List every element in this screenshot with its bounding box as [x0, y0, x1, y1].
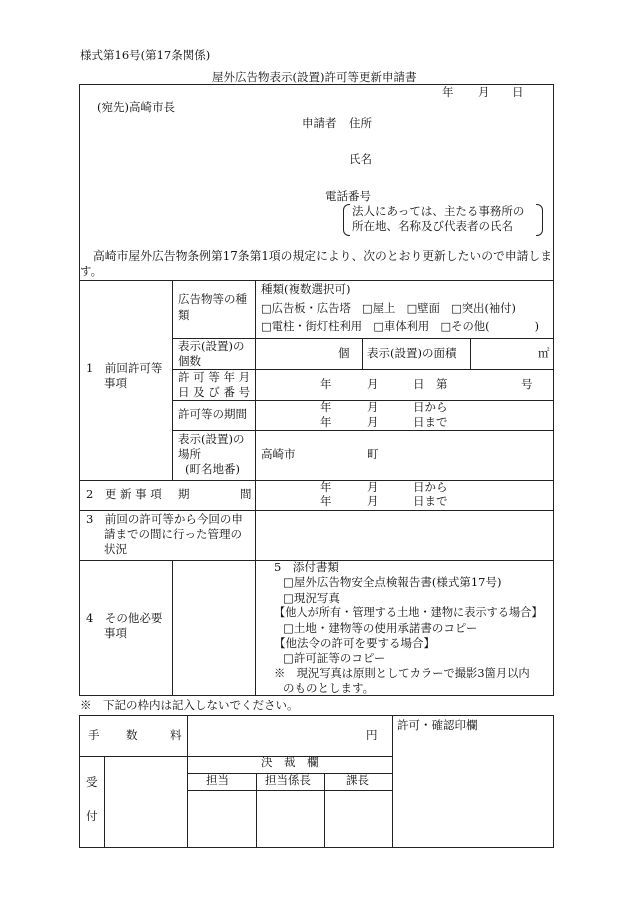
col-line-1: [172, 280, 173, 480]
col-line-2: [255, 280, 256, 560]
renew-from-month: 月: [367, 480, 379, 494]
place-label-line1: 表示(設置)の: [178, 432, 245, 446]
ad-type-label-line2: 類: [178, 308, 190, 322]
place-label-line3: (町名地番): [185, 462, 240, 476]
receipt-label-2: 付: [86, 809, 98, 823]
right-paren-bracket: [536, 204, 543, 236]
statement-line1: 高崎市屋外広告物条例第17条第1項の規定により、次のとおり更新したいので申請しま: [93, 249, 553, 263]
ad-type-options-line1[interactable]: □広告板・広告塔 □屋上 □壁面 □突出(袖付): [261, 302, 516, 315]
permit-date-label-line2: 日 及 び 番 号: [178, 385, 251, 399]
office-frame: [79, 715, 554, 848]
renew-to-month: 月: [367, 494, 379, 508]
date-month: 月: [478, 85, 490, 99]
permit-month: 月: [367, 377, 379, 391]
decision-col-divider-2: [324, 773, 325, 848]
ad-type-label-line1: 広告物等の種: [178, 292, 247, 306]
date-day: 日: [512, 85, 524, 99]
office-approval-divider: [392, 715, 393, 848]
permit-day: 日: [413, 377, 425, 391]
count-label-line2: 個数: [178, 354, 201, 368]
section2-label: 2 更 新 事 項: [86, 487, 162, 501]
section4-label-line2: 事項: [104, 626, 127, 640]
office-fee-divider: [187, 715, 188, 848]
attachment-permit-copy[interactable]: □許可証等のコピー: [283, 651, 386, 665]
section3-line3: 状況: [104, 542, 127, 556]
photo-note-line1: ※ 現況写真は原則としてカラーで撮影3箇月以内: [274, 667, 530, 680]
corp-note-line1: 法人にあっては、主たる事務所の: [352, 204, 525, 218]
period-to-year: 年: [320, 415, 332, 429]
section3-line2: 請までの間に行った管理の: [104, 527, 242, 541]
form-title: 屋外広告物表示(設置)許可等更新申請書: [212, 70, 417, 84]
renew-to-year: 年: [320, 494, 332, 508]
row-line-section2-end: [79, 510, 554, 511]
permit-year: 年: [320, 377, 332, 391]
ad-type-options-line2[interactable]: □電柱・街灯柱利用 □車体利用 □その他( ): [261, 320, 540, 333]
place-town: 町: [367, 447, 379, 461]
renew-from-year: 年: [320, 480, 332, 494]
section1-label-line2: 事項: [104, 376, 127, 390]
office-fee-bottom-line: [79, 756, 392, 757]
renew-to-text: 日まで: [413, 494, 448, 508]
decision-col-staff: 担当: [206, 773, 229, 787]
permit-date-label-line1: 許 可 等 年 月: [178, 370, 251, 384]
count-area-divider: [362, 338, 363, 369]
office-use-notice: ※ 下記の枠内は記入しないでください。: [80, 698, 299, 712]
attachment-safety-report[interactable]: □屋外広告物安全点検報告書(様式第17号): [283, 575, 502, 589]
fee-label-1: 手: [88, 728, 100, 742]
corp-note-line2: 所在地、名称及び代表者の氏名: [352, 219, 513, 233]
period-from-year: 年: [320, 400, 332, 414]
area-label: 表示(設置)の面積: [367, 346, 457, 360]
case-other-laws: 【他法令の許可を要する場合】: [274, 636, 435, 650]
applicant-phone-label: 電話番号: [325, 189, 371, 203]
receipt-label-1: 受: [86, 775, 98, 789]
section4-col-line-2: [255, 560, 256, 696]
section1-label-line1: 1 前回許可等: [86, 361, 163, 375]
table-top-line: [79, 280, 554, 281]
count-label-line1: 表示(設置)の: [178, 339, 245, 353]
fee-label-3: 料: [170, 728, 182, 742]
statement-line2: す。: [80, 264, 103, 278]
section4-label-line1: 4 その他必要: [86, 611, 163, 625]
section4-col-line-1: [172, 560, 173, 696]
row-line-permit: [172, 400, 554, 401]
section2-period-label-1: 期: [178, 487, 190, 501]
period-to-text: 日まで: [413, 415, 448, 429]
section3-line1: 3 前回の許可等から今回の申: [86, 512, 243, 526]
period-label: 許可等の期間: [178, 407, 247, 421]
count-unit: 個: [338, 346, 350, 360]
area-unit: ㎡: [538, 346, 550, 360]
ad-type-header: 種類(複数選択可): [261, 282, 351, 296]
applicant-address-label: 住所: [349, 116, 372, 130]
section2-period-label-2: 間: [240, 487, 252, 501]
decision-label: 決 裁 欄: [261, 755, 319, 769]
renew-from-text: 日から: [413, 480, 448, 494]
applicant-label: 申請者: [302, 116, 337, 130]
attachments-heading: 5 添付書類: [274, 560, 339, 574]
attachment-consent-copy[interactable]: □土地・建物等の使用承諾書のコピー: [283, 621, 478, 635]
form-number: 様式第16号(第17条関係): [80, 48, 211, 62]
office-receipt-divider: [104, 756, 105, 848]
period-from-month: 月: [367, 400, 379, 414]
fee-label-2: 数: [126, 728, 138, 742]
permit-number-prefix: 第: [436, 377, 448, 391]
permit-number-suffix: 号: [521, 377, 533, 391]
decision-cols-line: [187, 790, 392, 791]
approval-stamp-label: 許可・確認印欄: [397, 718, 478, 732]
date-year: 年: [442, 85, 454, 99]
period-to-month: 月: [367, 415, 379, 429]
attachment-photo[interactable]: □現況写真: [283, 591, 340, 605]
addressee: (宛先)高崎市長: [97, 100, 175, 114]
left-paren-bracket: [343, 204, 350, 236]
decision-col-divider-1: [256, 773, 257, 848]
fee-yen: 円: [366, 728, 378, 742]
place-city: 高崎市: [261, 447, 296, 461]
period-from-text: 日から: [413, 400, 448, 414]
decision-col-manager: 課長: [346, 773, 369, 787]
place-label-line2: 場所: [178, 447, 201, 461]
row-line-period: [172, 430, 554, 431]
case-others-land: 【他人が所有・管理する土地・建物に表示する場合】: [274, 606, 543, 619]
area-value-divider: [470, 338, 471, 369]
photo-note-line2: のものとします。: [283, 681, 375, 695]
applicant-name-label: 氏名: [349, 152, 372, 166]
decision-col-subchief: 担当係長: [265, 773, 311, 787]
row-line-section1-end: [79, 480, 554, 481]
